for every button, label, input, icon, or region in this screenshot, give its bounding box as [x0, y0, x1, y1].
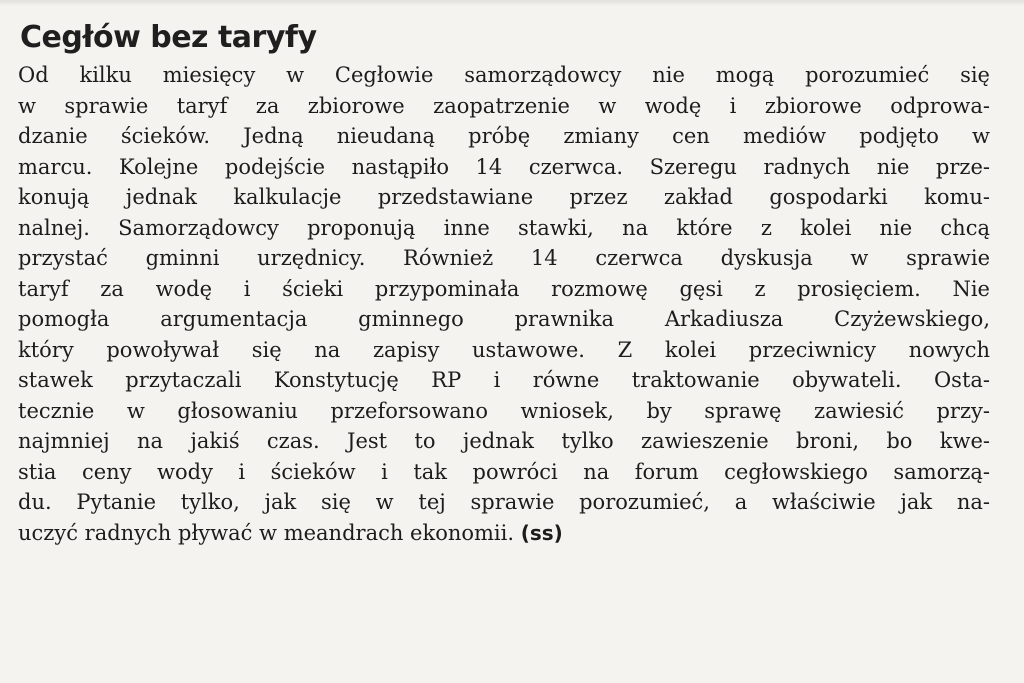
article-line: Od kilku miesięcy w Cegłowie samorządowcy nie mogą porozumieć się: [18, 63, 990, 87]
article-line: dzanie ścieków. Jedną nieudaną próbę zmiany cen mediów podjęto w: [18, 124, 990, 148]
article-line: najmniej na jakiś czas. Jest to jednak tylko zawieszenie broni, bo kwe-: [18, 429, 990, 453]
article-body: [18, 60, 990, 548]
paper-edge-shadow: [0, 0, 1024, 6]
article: [18, 18, 990, 548]
author-signature: (ss): [520, 520, 563, 545]
article-line: który powoływał się na zapisy ustawowe. Z kolei przeciwnicy nowych: [18, 337, 990, 362]
article-line: stawek przytaczali Konstytucję RP i równe traktowanie obywateli. Osta-: [18, 368, 990, 392]
article-line: przystać gminni urzędnicy. Również 14 czerwca dyskusja w sprawie: [18, 246, 990, 270]
article-line: tecznie w głosowaniu przeforsowano wniosek, by sprawę zawiesić przy-: [18, 398, 990, 423]
article-last-line-text: uczyć radnych pływać w meandrach ekonomii.: [18, 520, 515, 545]
article-line: du. Pytanie tylko, jak się w tej sprawie porozumieć, a właściwie jak na-: [18, 490, 990, 514]
article-line: nalnej. Samorządowcy proponują inne stawki, na które z kolei nie chcą: [18, 215, 990, 240]
article-line: taryf za wodę i ścieki przypominała rozmowę gęsi z prosięciem. Nie: [18, 276, 990, 301]
article-line: stia ceny wody i ścieków i tak powróci na forum cegłowskiego samorzą-: [18, 459, 990, 484]
article-last-line: [18, 518, 990, 549]
article-line: w sprawie taryf za zbiorowe zaopatrzenie w wodę i zbiorowe odprowa-: [18, 93, 990, 118]
article-title: Cegłów bez taryfy: [20, 20, 317, 55]
article-line: konują jednak kalkulacje przedstawiane przez zakład gospodarki komu-: [18, 185, 990, 209]
article-line: marcu. Kolejne podejście nastąpiło 14 czerwca. Szeregu radnych nie prze-: [18, 154, 990, 179]
article-line: pomogła argumentacja gminnego prawnika Arkadiusza Czyżewskiego,: [18, 307, 990, 331]
